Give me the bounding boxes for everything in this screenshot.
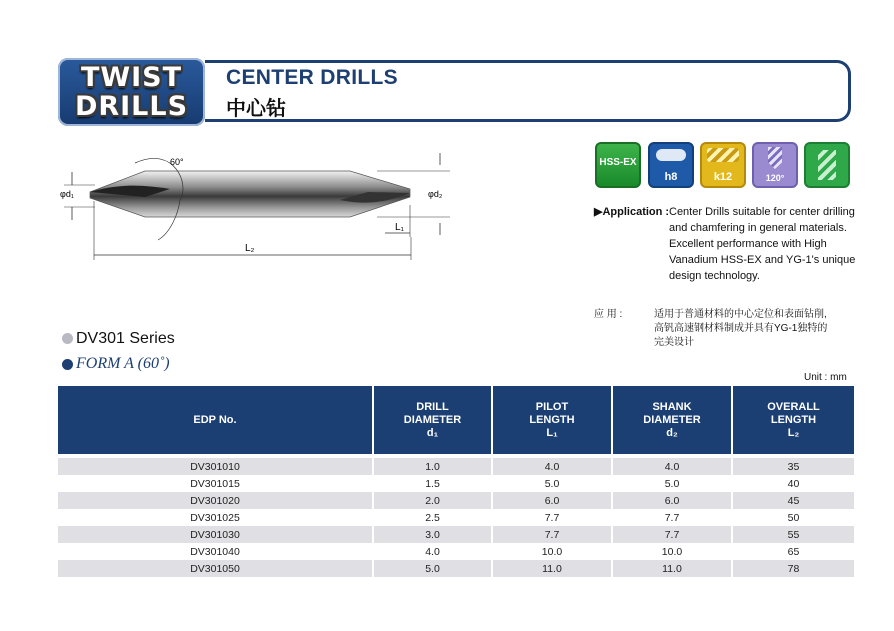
application-line: and chamfering in general materials. — [669, 222, 847, 234]
application-line: Vanadium HSS-EX and YG-1's unique — [669, 254, 856, 266]
d2-label: φd₂ — [428, 189, 443, 199]
table-row: DV301010 1.0 4.0 4.0 35 — [58, 458, 854, 475]
col-header-overall-length: OVERALL LENGTH L₂ — [732, 386, 854, 454]
table-row: DV301050 5.0 11.0 11.0 78 — [58, 560, 854, 577]
form-bullet-icon — [62, 359, 73, 370]
h8-icon: h8 — [648, 142, 694, 188]
application-label: ▶Application : — [594, 206, 670, 218]
unit-label: Unit : mm — [804, 372, 847, 383]
application-line-cn: 高钒高速钢材料制成并具有YG-1独特的 — [654, 323, 828, 334]
table-row: DV301020 2.0 6.0 6.0 45 — [58, 492, 854, 509]
application-line-cn: 完美设计 — [654, 337, 694, 348]
series-bullet-icon — [62, 333, 73, 344]
form-title: FORM A (60˚) — [76, 355, 170, 372]
coating-icon — [804, 142, 850, 188]
spec-table — [58, 386, 854, 577]
application-line: Center Drills suitable for center drilling — [669, 206, 855, 218]
page-title: CENTER DRILLS — [226, 66, 398, 89]
table-row: DV301025 2.5 7.7 7.7 50 — [58, 509, 854, 526]
twist-drills-badge — [58, 58, 205, 126]
badge-line-1: TWIST — [80, 62, 183, 93]
col-header-edp: EDP No. — [58, 386, 373, 454]
page-title-cn: 中心钻 — [226, 98, 286, 120]
angle-label: 60° — [170, 157, 184, 167]
d1-label: φd₁ — [60, 189, 74, 199]
col-header-drill-diameter: DRILL DIAMETER d₁ — [373, 386, 492, 454]
table-row: DV301015 1.5 5.0 5.0 40 — [58, 475, 854, 492]
k12-icon: k12 — [700, 142, 746, 188]
l2-label: L₂ — [245, 243, 255, 254]
series-title: DV301 Series — [76, 330, 175, 347]
application-line: Excellent performance with High — [669, 238, 827, 250]
application-line-cn: 适用于普通材料的中心定位和表面钻削, — [654, 309, 827, 320]
col-header-pilot-length: PILOT LENGTH L₁ — [492, 386, 612, 454]
l1-label: L₁ — [395, 222, 404, 233]
hss-ex-icon: HSS-EX — [595, 142, 641, 188]
center-drill-diagram — [50, 145, 470, 270]
angle-120-icon: 120° — [752, 142, 798, 188]
table-row: DV301040 4.0 10.0 10.0 65 — [58, 543, 854, 560]
application-line: design technology. — [669, 270, 760, 282]
application-label-cn: 应 用 : — [594, 309, 623, 320]
table-header-row — [58, 386, 854, 454]
table-row: DV301030 3.0 7.7 7.7 55 — [58, 526, 854, 543]
col-header-shank-diameter: SHANK DIAMETER d₂ — [612, 386, 732, 454]
badge-line-2: DRILLS — [74, 91, 189, 122]
